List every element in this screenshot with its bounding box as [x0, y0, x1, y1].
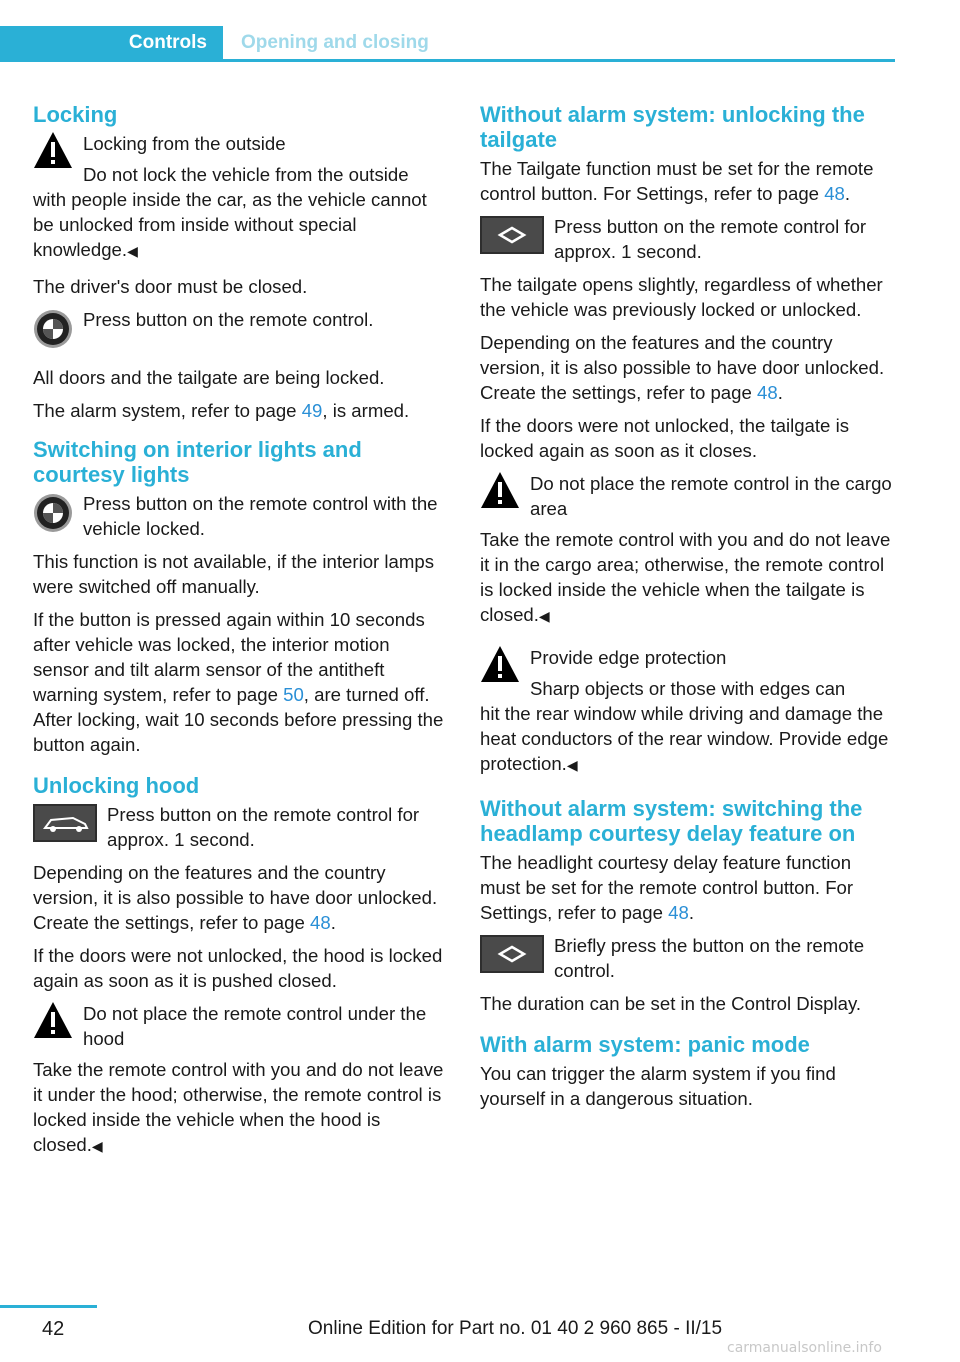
left-column	[33, 102, 447, 1169]
warning-title: Do not place the remote control in the cargo area	[530, 473, 892, 519]
warning-title: Do not place the remote control under the hood	[83, 1003, 427, 1049]
warning-hood	[33, 1001, 447, 1159]
warning-cargo-area	[480, 471, 894, 629]
diamond-button-icon	[480, 216, 544, 254]
end-mark: ◀	[538, 608, 550, 624]
section-tab-controls[interactable]: Controls	[0, 26, 223, 62]
header-rule	[0, 59, 895, 62]
edition-note: Online Edition for Part no. 01 40 2 960 865 - II/15	[308, 1318, 723, 1339]
instruction-text: Press button on the remote control.	[83, 309, 374, 330]
warning-triangle-icon	[480, 471, 520, 509]
page-link-50[interactable]: 50	[283, 684, 304, 705]
warning-triangle-icon	[33, 131, 73, 169]
warning-edge-protection	[480, 645, 894, 778]
right-column	[480, 102, 894, 1119]
remote-button-instruction	[480, 214, 894, 264]
heading-locking: Locking	[33, 102, 118, 127]
page-link-48[interactable]: 48	[668, 902, 689, 923]
warning-text: with people inside the car, as the vehicle cannot be unlocked from inside without special knowledge.	[33, 189, 427, 260]
diamond-button-icon	[480, 935, 544, 973]
paragraph: If the doors were not unlocked, the hood is locked again as soon as it is pushed closed.	[33, 945, 443, 991]
page-number: 42	[42, 1318, 65, 1340]
warning-text: hit the rear window while driving and damage the heat conductors of the rear window. Provide edge protection.	[480, 703, 889, 774]
warning-text: Take the remote control with you and do not leave it in the cargo area; otherwise, the remote control is locked inside the vehicle when the tailgate is closed.	[480, 529, 891, 625]
paragraph: The alarm system, refer to page 49, is armed.	[33, 400, 410, 421]
paragraph: Depending on the features and the country version, it is also possible to have door unlocked. Create the settings, refer to page 48.	[480, 332, 885, 403]
warning-title: Provide edge protection	[530, 647, 727, 668]
warning-text: Do not lock the vehicle from the outside	[83, 164, 409, 185]
instruction-text: Briefly press the button on the remote control.	[554, 935, 865, 981]
page-link-49[interactable]: 49	[301, 400, 323, 421]
page-link-48[interactable]: 48	[757, 382, 778, 403]
paragraph: You can trigger the alarm system if you find yourself in a dangerous situation.	[480, 1063, 836, 1109]
footer-rule	[0, 1305, 97, 1308]
warning-locking	[33, 131, 447, 264]
heading-interior-lights: Switching on interior lights and courtesy lights	[33, 437, 362, 487]
bmw-logo-button-icon	[33, 309, 73, 349]
warning-text: Take the remote control with you and do not leave it under the hood; otherwise, the remote control is locked inside the vehicle when the hood is closed.	[33, 1059, 444, 1155]
paragraph: All doors and the tailgate are being locked.	[33, 367, 385, 388]
car-front-button-icon	[33, 804, 97, 842]
paragraph: The driver's door must be closed.	[33, 276, 308, 297]
end-mark: ◀	[91, 1138, 103, 1154]
instruction-text: Press button on the remote control with the vehicle locked.	[83, 493, 438, 539]
heading-panic-mode: With alarm system: panic mode	[480, 1032, 810, 1057]
warning-title: Locking from the outside	[83, 133, 286, 154]
warning-triangle-icon	[33, 1001, 73, 1039]
warning-text: Sharp objects or those with edges can	[530, 678, 846, 699]
paragraph: If the button is pressed again within 10 seconds after vehicle was locked, the interior motion sensor and tilt alarm sensor of the antitheft warning system, refer to page 50, are turned off. After locking, wait 10 seconds before pressing the button again.	[33, 609, 444, 755]
paragraph: The headlight courtesy delay feature function must be set for the remote control button. For Settings, refer to page 48.	[480, 852, 854, 923]
page-header	[0, 26, 895, 62]
paragraph: This function is not available, if the interior lamps were switched off manually.	[33, 551, 434, 597]
heading-unlocking-hood: Unlocking hood	[33, 773, 200, 798]
remote-button-instruction	[33, 307, 447, 357]
end-mark: ◀	[566, 757, 578, 773]
remote-button-instruction	[480, 933, 894, 983]
bmw-logo-button-icon	[33, 493, 73, 533]
paragraph: The Tailgate function must be set for the remote control button. For Settings, refer to page 48.	[480, 158, 874, 204]
remote-button-instruction	[33, 802, 447, 852]
end-mark: ◀	[127, 243, 138, 259]
paragraph: The duration can be set in the Control Display.	[480, 993, 862, 1014]
paragraph: If the doors were not unlocked, the tailgate is locked again as soon as it closes.	[480, 415, 849, 461]
heading-headlamp-courtesy: Without alarm system: switching the headlamp courtesy delay feature on	[480, 796, 863, 846]
remote-button-instruction	[33, 491, 447, 541]
warning-triangle-icon	[480, 645, 520, 683]
paragraph: Depending on the features and the country version, it is also possible to have door unlocked. Create the settings, refer to page 48.	[33, 862, 438, 933]
heading-unlocking-tailgate: Without alarm system: unlocking the tailgate	[480, 102, 865, 152]
paragraph: The tailgate opens slightly, regardless of whether the vehicle was previously locked or unlocked.	[480, 274, 883, 320]
page-link-48[interactable]: 48	[824, 183, 845, 204]
watermark: carmanualsonline.info	[727, 1340, 882, 1356]
instruction-text: Press button on the remote control for approx. 1 second.	[554, 216, 867, 262]
page-link-48[interactable]: 48	[310, 912, 331, 933]
section-tab-opening-closing[interactable]: Opening and closing	[241, 32, 429, 53]
instruction-text: Press button on the remote control for approx. 1 second.	[107, 804, 420, 850]
